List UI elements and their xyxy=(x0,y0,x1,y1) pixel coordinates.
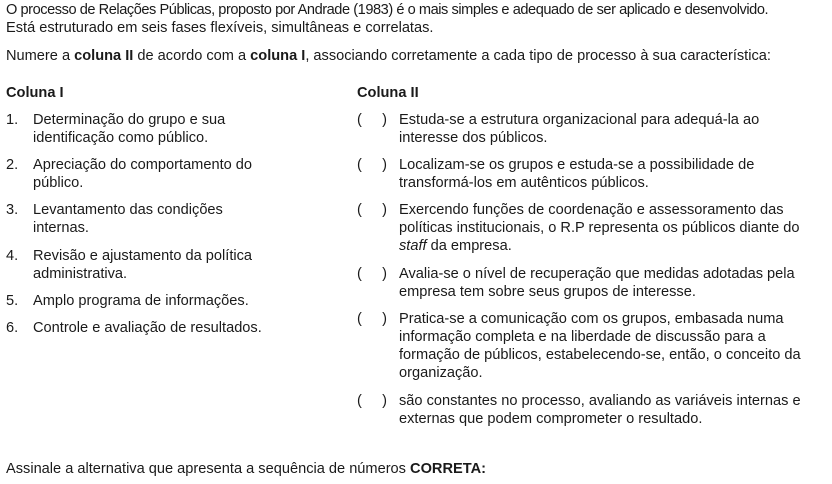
answer-blank[interactable]: ( ) xyxy=(357,157,387,173)
footer-bold: CORRETA: xyxy=(410,461,486,477)
item-number: 6. xyxy=(6,320,19,336)
item-text: Apreciação do comportamento do público. xyxy=(33,157,253,191)
footer-text: Assinale a alternativa que apresenta a sequência de números xyxy=(6,461,411,477)
instruction-part-2: de acordo com a xyxy=(133,48,251,64)
item-text: Controle e avaliação de resultados. xyxy=(33,320,262,336)
item-number: 5. xyxy=(6,293,19,309)
item-text xyxy=(399,201,831,255)
item-number: 3. xyxy=(6,202,19,218)
instruction-part-1: Numere a xyxy=(6,48,75,64)
item-text: Estuda-se a estrutura organizacional para adequá-la ao interesse dos públicos. xyxy=(399,112,760,146)
answer-blank[interactable]: ( ) xyxy=(357,266,387,282)
item-number: 1. xyxy=(6,112,19,128)
answer-blank[interactable]: ( ) xyxy=(357,112,387,128)
item-text: Levantamento das condições internas. xyxy=(33,202,223,236)
item-text: Avalia-se o nível de recuperação que medidas adotadas pela empresa tem sobre seus grupos de interesse. xyxy=(399,266,795,300)
answer-blank[interactable]: ( ) xyxy=(357,311,387,327)
column-1-header: Coluna I xyxy=(6,85,64,101)
item-text-after: da empresa. xyxy=(426,238,512,254)
instruction-text xyxy=(6,47,830,65)
intro-line-1: O processo de Relações Públicas, proposto por Andrade (1983) é o mais simples e adequado de ser aplicado e desenvolvido. xyxy=(6,2,769,18)
answer-blank[interactable]: ( ) xyxy=(357,202,387,218)
item-text-before: Exercendo funções de coordenação e assessoramento das políticas institucionais, o R.P representa os públicos diante do xyxy=(399,202,800,236)
intro-line-2: Está estruturado em seis fases flexíveis, simultâneas e correlatas. xyxy=(6,20,434,36)
item-text: Determinação do grupo e sua identificação como público. xyxy=(33,112,226,146)
item-number: 4. xyxy=(6,248,19,264)
item-text: Localizam-se os grupos e estuda-se a possibilidade de transformá-los em autênticos públicos. xyxy=(399,157,755,191)
instruction-bold-1: coluna II xyxy=(74,48,134,64)
item-text: Amplo programa de informações. xyxy=(33,293,249,309)
item-text: Revisão e ajustamento da política administrativa. xyxy=(33,248,253,282)
footer-prompt xyxy=(6,460,830,478)
item-text: Pratica-se a comunicação com os grupos, embasada numa informação completa e na liberdade de discussão para a formação de públicos, estabelecendo-se, então, o conceito da organização. xyxy=(399,311,801,381)
instruction-bold-2: coluna I xyxy=(250,48,306,64)
answer-blank[interactable]: ( ) xyxy=(357,393,387,409)
intro-paragraph xyxy=(6,1,830,37)
item-number: 2. xyxy=(6,157,19,173)
item-text-italic: staff xyxy=(399,238,427,254)
column-2-header: Coluna II xyxy=(357,85,419,101)
instruction-part-3: , associando corretamente a cada tipo de processo à sua característica: xyxy=(305,48,771,64)
item-text: são constantes no processo, avaliando as variáveis internas e externas que podem comprometer o resultado. xyxy=(399,393,801,427)
